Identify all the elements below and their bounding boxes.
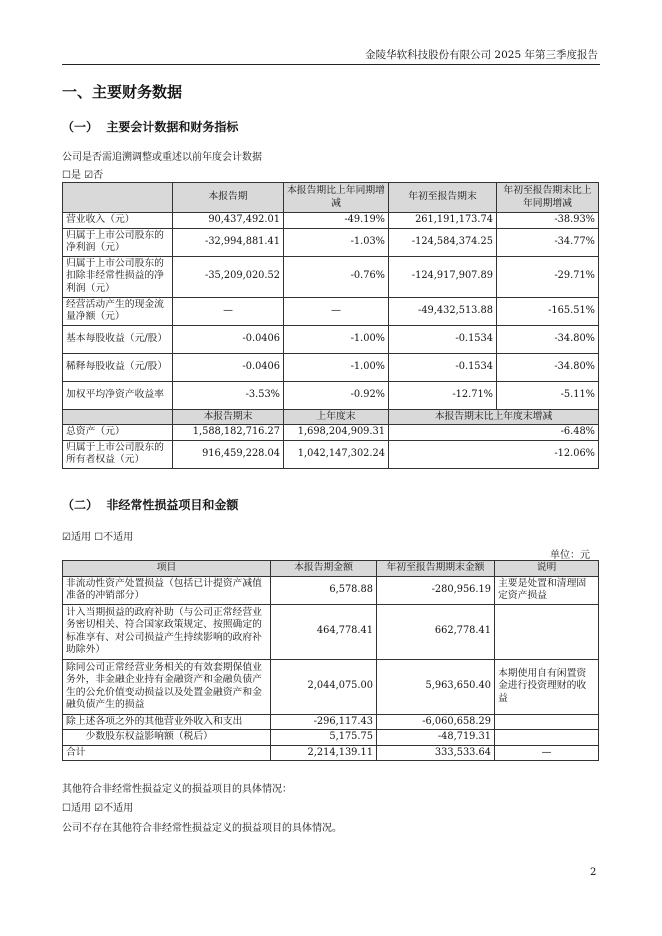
table-row xyxy=(63,604,599,659)
t1-cell: -1.03% xyxy=(284,228,389,256)
t1-cell: -38.93% xyxy=(497,213,599,229)
t2-cell: 5,963,650.40 xyxy=(377,659,495,714)
t2-cell xyxy=(495,714,599,730)
subsection-title-2 xyxy=(62,496,238,513)
table-row xyxy=(63,228,599,256)
t1-cell: -34.77% xyxy=(497,228,599,256)
t1-cell: -124,584,374.25 xyxy=(389,228,497,256)
t1-cell: -6.48% xyxy=(389,425,599,441)
t2-cell: -48,719.31 xyxy=(377,730,495,746)
t1-cell: -124,917,907.89 xyxy=(389,256,497,297)
t1-cell: 261,191,173.74 xyxy=(389,213,497,229)
t2-cell: 662,778.41 xyxy=(377,604,495,659)
table-row xyxy=(63,440,599,468)
t1-header-4: 年初至报告期末比上年同期增减 xyxy=(497,183,599,213)
t1-cell: -5.11% xyxy=(497,381,599,409)
t2-cell: 本期使用自有闲置资金进行投资理财的收益 xyxy=(495,659,599,714)
t1-cell: -1.00% xyxy=(284,325,389,353)
t1-cell: 归属于上市公司股东的所有者权益（元） xyxy=(63,440,173,468)
t1-cell: 基本每股收益（元/股） xyxy=(63,325,173,353)
t1-cell: — xyxy=(284,297,389,325)
t1-cell: -29.71% xyxy=(497,256,599,297)
restate-question: 公司是否需追溯调整或重述以前年度会计数据 xyxy=(62,152,262,163)
t2-cell: 计入当期损益的政府补助（与公司正常经营业务密切相关、符合国家政策规定、按照确定的标准享有、对公司损益产生持续影响的政府补助除外） xyxy=(63,604,271,659)
t2-header-1: 本报告期金额 xyxy=(271,561,377,577)
t2-cell: 2,044,075.00 xyxy=(271,659,377,714)
t2-cell: 合计 xyxy=(63,745,271,761)
t1-cell: 916,459,228.04 xyxy=(173,440,284,468)
other-items-options: ☐适用 ☑不适用 xyxy=(62,803,134,814)
table-row xyxy=(63,425,599,441)
t2-cell: 少数股东权益影响额（税后） xyxy=(63,730,271,746)
t1-cell: -165.51% xyxy=(497,297,599,325)
t1-header-2: 本报告期比上年同期增减 xyxy=(284,183,389,213)
table-row xyxy=(63,745,599,761)
t2-cell: 333,533.64 xyxy=(377,745,495,761)
table-row xyxy=(63,353,599,381)
t1-header2-3: 本报告期末比上年度末增减 xyxy=(389,409,599,425)
t1-header2-2: 上年度末 xyxy=(284,409,389,425)
t1-cell: 总资产（元） xyxy=(63,425,173,441)
t2-cell: -280,956.19 xyxy=(377,576,495,604)
t2-cell xyxy=(495,730,599,746)
t1-cell: -34.80% xyxy=(497,353,599,381)
subsection-number-2: （二） xyxy=(62,498,99,512)
t1-cell: -3.53% xyxy=(173,381,284,409)
t1-cell: 90,437,492.01 xyxy=(173,213,284,229)
t2-header-3: 说明 xyxy=(495,561,599,577)
t1-cell: 经营活动产生的现金流量净额（元） xyxy=(63,297,173,325)
table-row xyxy=(63,297,599,325)
t1-cell: -0.92% xyxy=(284,381,389,409)
table-row xyxy=(63,659,599,714)
t2-cell: 非流动性资产处置损益（包括已计提资产减值准备的冲销部分） xyxy=(63,576,271,604)
t1-cell: 1,042,147,302.24 xyxy=(284,440,389,468)
table-row xyxy=(63,213,599,229)
t1-cell: -0.0406 xyxy=(173,325,284,353)
subsection-number-1: （一） xyxy=(62,120,99,134)
t2-cell: 除同公司正常经营业务相关的有效套期保值业务外，非金融企业持有金融资产和金融负债产生的公允价值变动损益以及处置金融资产和金融负债产生的损益 xyxy=(63,659,271,714)
t1-cell: -34.80% xyxy=(497,325,599,353)
table-row xyxy=(63,730,599,746)
subsection-label-1: 主要会计数据和财务指标 xyxy=(106,120,239,134)
t1-cell: -0.1534 xyxy=(389,353,497,381)
t1-cell: -0.76% xyxy=(284,256,389,297)
t2-cell xyxy=(495,604,599,659)
t1-cell: — xyxy=(173,297,284,325)
page-header: 金陵华软科技股份有限公司 2025 年第三季度报告 xyxy=(365,49,598,61)
t1-cell: 稀释每股收益（元/股） xyxy=(63,353,173,381)
table-row xyxy=(63,325,599,353)
t1-cell: -49.19% xyxy=(284,213,389,229)
t2-cell: 464,778.41 xyxy=(271,604,377,659)
table-row xyxy=(63,256,599,297)
t1-cell: -0.0406 xyxy=(173,353,284,381)
t2-cell: 除上述各项之外的其他营业外收入和支出 xyxy=(63,714,271,730)
page-number: 2 xyxy=(590,867,597,878)
non-recurring-table xyxy=(62,560,599,761)
t2-cell: 6,578.88 xyxy=(271,576,377,604)
subsection-title-1 xyxy=(62,118,238,135)
t2-cell: 5,175.75 xyxy=(271,730,377,746)
restate-options: ☐是 ☑否 xyxy=(62,170,104,181)
table-row xyxy=(63,381,599,409)
financial-data-table xyxy=(62,182,599,469)
applicable-options: ☑适用 ☐不适用 xyxy=(62,532,134,543)
t2-header-0: 项目 xyxy=(63,561,271,577)
t1-cell: 加权平均净资产收益率 xyxy=(63,381,173,409)
t1-cell: -32,994,881.41 xyxy=(173,228,284,256)
t1-header-0 xyxy=(63,183,173,213)
t1-cell: -12.71% xyxy=(389,381,497,409)
t1-header-3: 年初至报告期末 xyxy=(389,183,497,213)
unit-label: 单位：元 xyxy=(550,550,590,561)
t1-cell: 1,588,182,716.27 xyxy=(173,425,284,441)
table-row xyxy=(63,576,599,604)
t2-cell: — xyxy=(495,745,599,761)
other-items-statement: 公司不存在其他符合非经常性损益定义的损益项目的具体情况。 xyxy=(62,823,342,834)
table-row xyxy=(63,714,599,730)
t1-cell: -1.00% xyxy=(284,353,389,381)
header-rule xyxy=(62,64,600,65)
t1-cell: 归属于上市公司股东的净利润（元） xyxy=(63,228,173,256)
t2-cell: 主要是处置和清理固定资产损益 xyxy=(495,576,599,604)
section-title: 一、主要财务数据 xyxy=(62,83,183,101)
t2-header-2: 年初至报告期期末金额 xyxy=(377,561,495,577)
t1-cell: 归属于上市公司股东的扣除非经常性损益的净利润（元） xyxy=(63,256,173,297)
t2-cell: -6,060,658.29 xyxy=(377,714,495,730)
t1-cell: -12.06% xyxy=(389,440,599,468)
subsection-label-2: 非经常性损益项目和金额 xyxy=(106,498,239,512)
t1-header2-0 xyxy=(63,409,173,425)
t1-cell: -35,209,020.52 xyxy=(173,256,284,297)
t2-cell: -296,117.43 xyxy=(271,714,377,730)
t1-cell: -0.1534 xyxy=(389,325,497,353)
t1-cell: 营业收入（元） xyxy=(63,213,173,229)
other-items-label: 其他符合非经常性损益定义的损益项目的具体情况： xyxy=(62,784,292,795)
t2-cell: 2,214,139.11 xyxy=(271,745,377,761)
t1-cell: 1,698,204,909.31 xyxy=(284,425,389,441)
t1-header-1: 本报告期 xyxy=(173,183,284,213)
t1-cell: -49,432,513.88 xyxy=(389,297,497,325)
t1-header2-1: 本报告期末 xyxy=(173,409,284,425)
